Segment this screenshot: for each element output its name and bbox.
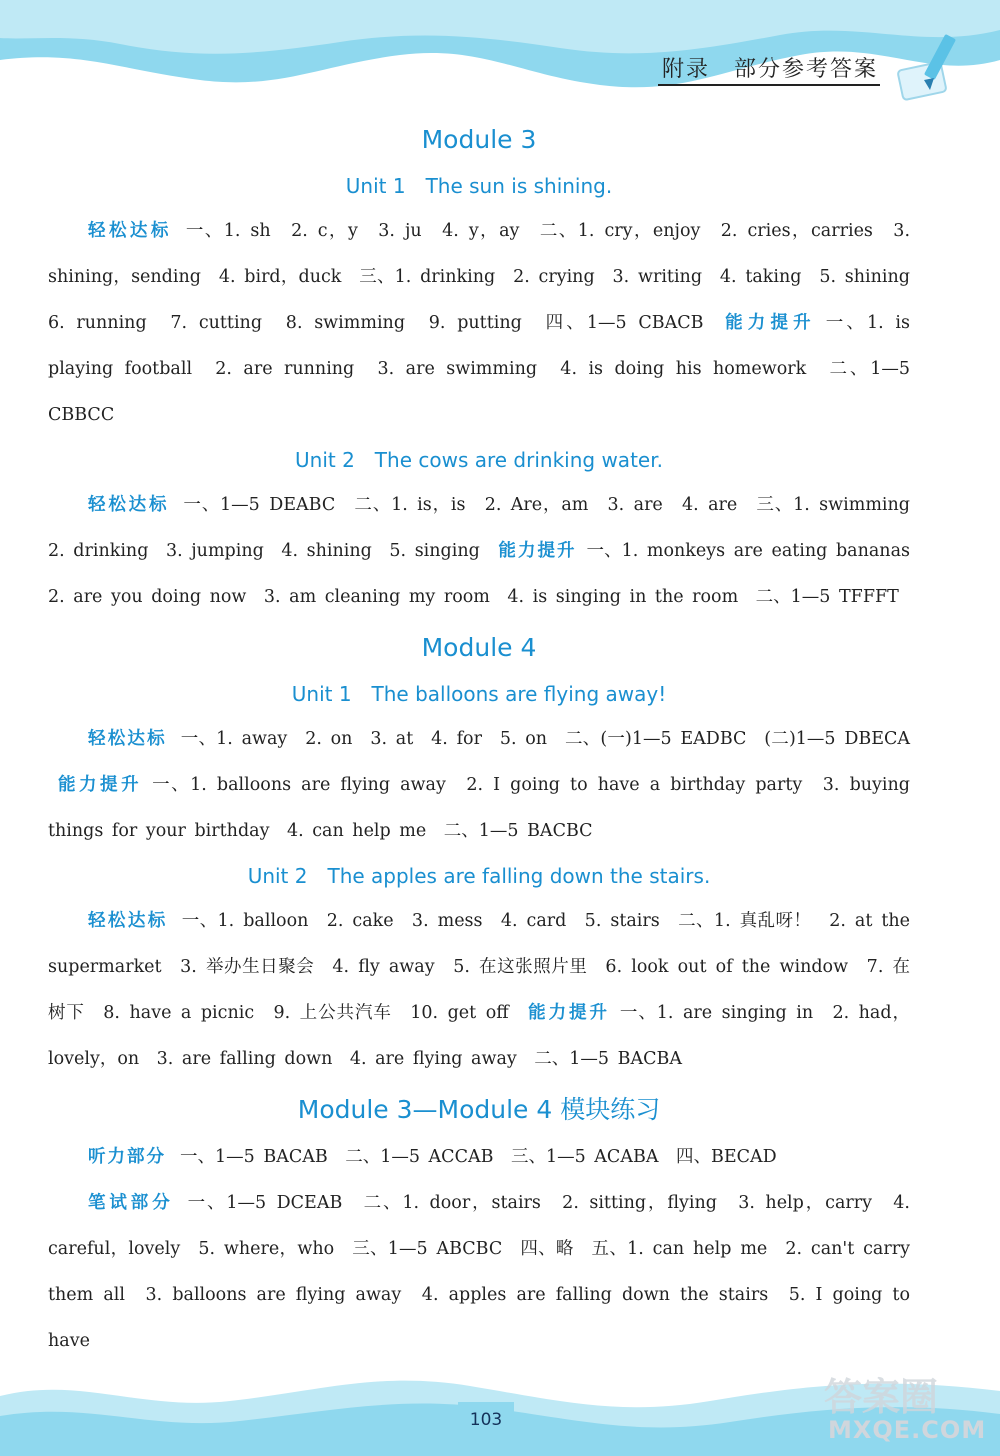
module-4-title: Module 4 — [421, 633, 537, 662]
m4-u2-easy-answers: 一、1. balloon 2. cake 3. mess 4. card 5. stairs 二、1. 真乱呀！ 2. at the supermarket 3. 举办生日聚会 4. fly away 5. 在这张照片里 6. look out of the window 7. 在树下 8. have a picnic 9. 上公共汽车 10. get off — [48, 911, 910, 1023]
module-3-title: Module 3 — [421, 125, 537, 154]
m4-u1-ability-answers: 一、1. balloons are flying away 2. I going to have a birthday party 3. buying things for your birthday 4. can help me 二、1—5 BACBC — [48, 775, 910, 841]
module-practice-title: Module 3—Module 4 模块练习 — [297, 1095, 661, 1124]
listening-answers: 一、1—5 BACAB 二、1—5 ACCAB 三、1—5 ACABA 四、BECAD — [180, 1147, 777, 1167]
m4-unit2-answers — [48, 898, 910, 1082]
m4-u2-ability-answers: 一、1. are singing in 2. had，lovely，on 3. are falling down 4. are flying away 二、1—5 BACBA — [48, 1003, 910, 1069]
watermark-url: MXQE.COM — [828, 1416, 987, 1444]
practice-listening — [48, 1134, 910, 1180]
m4-unit1-title: Unit 1 The balloons are flying away! — [291, 682, 667, 706]
tag-easy: 轻松达标 — [88, 221, 172, 241]
tag-ability: 能力提升 — [58, 775, 143, 795]
m4-unit2-title: Unit 2 The apples are falling down the stairs. — [247, 864, 711, 888]
m4-unit1-answers — [48, 716, 910, 854]
m3-unit2-title: Unit 2 The cows are drinking water. — [295, 448, 663, 472]
watermark-logo-text: 答案圈 — [824, 1375, 939, 1419]
tag-easy: 轻松达标 — [88, 729, 167, 749]
header-rule — [658, 84, 880, 86]
page-number: 103 — [458, 1402, 514, 1438]
m4-u1-easy-answers: 一、1. away 2. on 3. at 4. for 5. on 二、(一)1—5 EADBC (二)1—5 DBECA — [180, 729, 911, 749]
pencil-icon — [890, 28, 970, 108]
tag-easy: 轻松达标 — [88, 495, 170, 515]
m3-unit1-title: Unit 1 The sun is shining. — [345, 174, 613, 198]
m3-u2-ability-answers: 一、1. monkeys are eating bananas 2. are you doing now 3. am cleaning my room 4. is singing in the room 二、1—5 TFFFT — [48, 541, 928, 607]
tag-writing: 笔试部分 — [88, 1193, 174, 1213]
tag-ability: 能力提升 — [498, 541, 577, 561]
m3-unit1-answers — [48, 208, 928, 438]
m3-u1-easy-answers: 一、1. sh 2. c，y 3. ju 4. y，ay 二、1. cry，enjoy 2. cries，carries 3. shining，sending 4. bird，duck 三、1. drinking 2. crying 3. writing 4. taking 5. shining 6. running 7. cutting 8. swimming 9. putting 四、1—5 CBACB — [48, 221, 928, 333]
tag-ability: 能力提升 — [725, 313, 816, 333]
writing-answers: 一、1—5 DCEAB 二、1. door，stairs 2. sitting，flying 3. help，carry 4. careful，lovely 5. where，who 三、1—5 ABCBC 四、略 五、1. can help me 2. can't carry them all 3. balloons are flying away 4. apples are falling down the stairs 5. I going to have — [48, 1193, 910, 1351]
site-watermark — [820, 1366, 990, 1456]
tag-listening: 听力部分 — [88, 1147, 166, 1167]
practice-writing — [48, 1180, 910, 1364]
m3-u2-easy-answers: 一、1—5 DEABC 二、1. is，is 2. Are，am 3. are 4. are 三、1. swimming 2. drinking 3. jumping 4. shining 5. singing — [48, 495, 928, 561]
appendix-header: 附录 部分参考答案 — [661, 57, 878, 82]
answer-content — [48, 112, 928, 1364]
tag-ability: 能力提升 — [528, 1003, 610, 1023]
m3-unit2-answers — [48, 482, 928, 620]
tag-easy: 轻松达标 — [88, 911, 168, 931]
m3-u1-ability-answers: 一、1. is playing football 2. are running 3. are swimming 4. is doing his homework 二、1—5 CBBCC — [48, 313, 910, 425]
